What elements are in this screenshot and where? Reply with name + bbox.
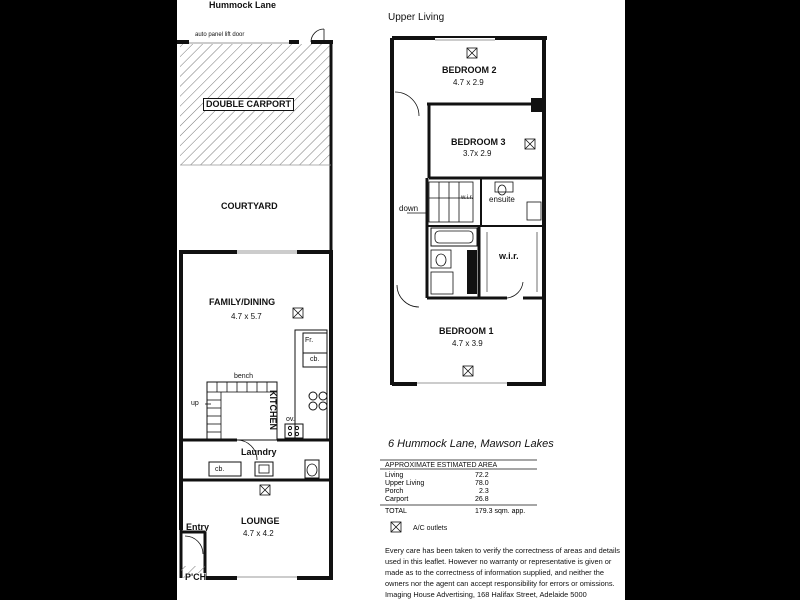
bedroom3-name: BEDROOM 3 [451, 137, 506, 147]
street-label: Hummock Lane [209, 0, 277, 10]
laundry-cb-label: cb. [215, 466, 225, 473]
area-row-living: Living [385, 472, 404, 479]
bench-label: bench [234, 373, 254, 380]
area-value-upper: 78.0 [475, 480, 489, 487]
ac-legend-label: A/C outlets [413, 525, 448, 532]
down-label: down [399, 204, 419, 213]
courtyard-label: COURTYARD [221, 201, 278, 211]
family-dining-name: FAMILY/DINING [209, 297, 276, 307]
area-value-living: 72.2 [475, 472, 489, 479]
lounge-size: 4.7 x 4.2 [243, 529, 274, 538]
wir-small-label: w.i.r. [461, 195, 474, 201]
disclaimer-line: made as to the correctness of information supplied, and neither the [385, 568, 604, 577]
lower-ac-outlets [260, 308, 303, 495]
door-label: auto panel lift door [195, 32, 245, 38]
area-total-value: 179.3 sqm. app. [475, 508, 526, 515]
area-row-porch: Porch [385, 488, 404, 495]
bedroom1-name: BEDROOM 1 [439, 326, 494, 336]
laundry-label: Laundry [241, 447, 277, 457]
fridge-label: Fr. [305, 337, 314, 344]
ensuite-label: ensuite [489, 195, 515, 204]
area-total-label: TOTAL [385, 508, 407, 515]
disclaimer-line: used in this leaflet. However no warranty or representative is given or [385, 557, 612, 566]
address-title: 6 Hummock Lane, Mawson Lakes [388, 438, 554, 450]
wir-label: w.i.r. [499, 251, 519, 261]
area-table-title: APPROXIMATE ESTIMATED AREA [385, 462, 498, 469]
disclaimer-line: owners nor the agent can accept responsibility for errors or omissions. [385, 579, 615, 588]
disclaimer-line: Imaging House Advertising, 168 Halifax Street, Adelaide 5000 [385, 590, 587, 599]
family-dining-size: 4.7 x 5.7 [231, 312, 262, 321]
ac-legend-icon [391, 522, 401, 532]
kitchen-label: KITCHEN [268, 390, 278, 430]
area-row-upper: Upper Living [385, 480, 425, 487]
cupboard-label: cb. [310, 356, 320, 363]
bedroom2-name: BEDROOM 2 [442, 65, 497, 75]
lower-stair [205, 382, 277, 440]
porch-label: P'CH [185, 572, 207, 582]
lounge-name: LOUNGE [241, 516, 280, 526]
up-label: up [191, 400, 199, 407]
laundry-walls [181, 440, 331, 480]
disclaimer [385, 545, 625, 600]
floor-plan-sheet [177, 0, 625, 600]
entry-label: Entry [186, 522, 210, 532]
disclaimer-line: Every care has been taken to verify the correctness of areas and details [385, 546, 620, 555]
bedroom1-size: 4.7 x 3.9 [452, 339, 483, 348]
area-value-porch: 2.3 [479, 488, 489, 495]
bedroom2-size: 4.7 x 2.9 [453, 78, 484, 87]
upper-heading: Upper Living [388, 12, 445, 23]
area-row-carport: Carport [385, 496, 409, 503]
carport-label: DOUBLE CARPORT [203, 98, 294, 111]
bedroom3-size: 3.7x 2.9 [463, 149, 492, 158]
area-value-carport: 26.8 [475, 496, 489, 503]
oven-label: ov. [286, 416, 295, 423]
